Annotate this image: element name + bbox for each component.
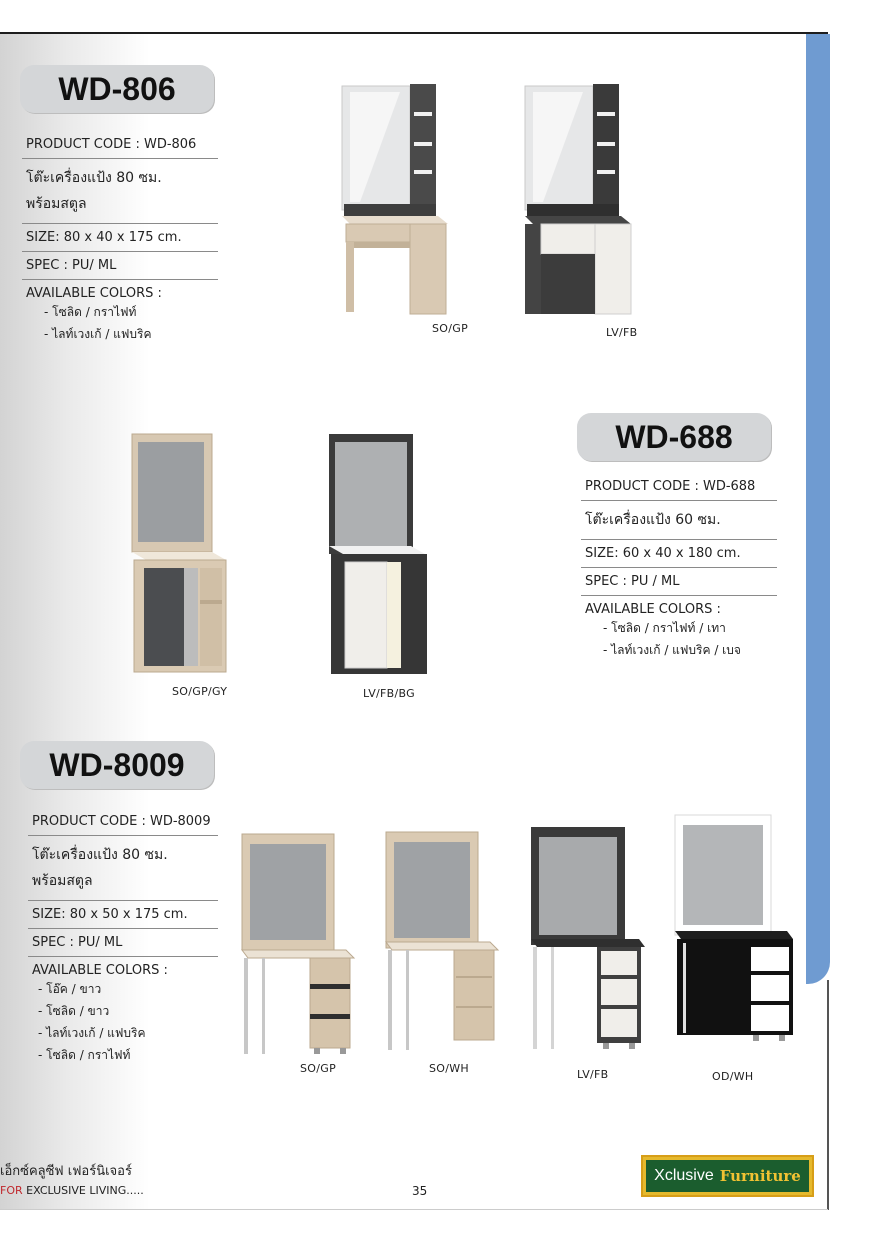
- variant-caption: SO/GP: [432, 322, 469, 335]
- description-line-1: โต๊ะเครื่องแป้ง 80 ซม.: [32, 847, 168, 863]
- model-title-wd-8009: WD-8009: [20, 741, 214, 789]
- spec-block-wd-688: [581, 473, 777, 661]
- brand-logo: [641, 1155, 814, 1197]
- colors-heading: AVAILABLE COLORS :: [32, 963, 168, 978]
- variant-caption: LV/FB/BG: [363, 687, 416, 700]
- color-option: - โซลิด / กราไฟท์: [44, 305, 137, 319]
- colors-heading: AVAILABLE COLORS :: [26, 286, 162, 301]
- product-code: PRODUCT CODE : WD-806: [22, 131, 218, 159]
- colors-heading: AVAILABLE COLORS :: [585, 602, 721, 617]
- logo-text-xclusive: Xclusive: [654, 1167, 714, 1184]
- model-title-wd-806: WD-806: [20, 65, 214, 113]
- accent-strip: [806, 34, 830, 984]
- footer-tag-for: FOR: [0, 1184, 23, 1197]
- variant-caption: SO/WH: [429, 1062, 469, 1075]
- size: SIZE: 80 x 50 x 175 cm.: [28, 901, 218, 929]
- color-option: - ไลท์เวงเก้ / แฟบริค: [44, 327, 152, 341]
- variant-caption: LV/FB: [577, 1068, 609, 1081]
- furniture-image-wd-8009-od-wh: [673, 813, 797, 1055]
- description-line-1: โต๊ะเครื่องแป้ง 80 ซม.: [26, 170, 162, 186]
- available-colors: [28, 957, 218, 1066]
- product-code: PRODUCT CODE : WD-8009: [28, 808, 218, 836]
- variant-caption: SO/GP: [300, 1062, 337, 1075]
- furniture-image-wd-8009-lv-fb: [529, 825, 649, 1055]
- furniture-image-wd-806-so-gp: [340, 82, 452, 318]
- description: [28, 836, 218, 901]
- spec: SPEC : PU/ ML: [22, 252, 218, 280]
- logo-text-furniture: Furniture: [719, 1167, 801, 1185]
- color-option: - โซลิด / ขาว: [38, 1004, 110, 1018]
- page-number: 35: [412, 1184, 428, 1198]
- color-option: - โซลิด / กราไฟท์ / เทา: [603, 621, 726, 635]
- description: [22, 159, 218, 224]
- bottom-rule: [0, 1209, 828, 1210]
- furniture-image-wd-8009-so-wh: [384, 830, 500, 1056]
- description-line-2: พร้อมสตูล: [32, 873, 93, 889]
- color-option: - ไลท์เวงเก้ / แฟบริค / เบจ: [603, 643, 741, 657]
- footer-tag-rest: EXCLUSIVE LIVING.....: [22, 1184, 144, 1197]
- furniture-image-wd-688-lv-fb-bg: [327, 432, 431, 678]
- variant-caption: OD/WH: [712, 1070, 754, 1083]
- furniture-image-wd-8009-so-gp: [240, 832, 356, 1058]
- description: [581, 501, 777, 540]
- size: SIZE: 80 x 40 x 175 cm.: [22, 224, 218, 252]
- product-code: PRODUCT CODE : WD-688: [581, 473, 777, 501]
- spec: SPEC : PU / ML: [581, 568, 777, 596]
- furniture-image-wd-688-so-gp-gy: [130, 432, 230, 676]
- spec: SPEC : PU/ ML: [28, 929, 218, 957]
- available-colors: [581, 596, 777, 661]
- description-line-2: พร้อมสตูล: [26, 196, 87, 212]
- spec-block-wd-806: [22, 131, 218, 345]
- page-edge: [827, 980, 829, 1210]
- size: SIZE: 60 x 40 x 180 cm.: [581, 540, 777, 568]
- color-option: - โอ๊ค / ขาว: [38, 982, 102, 996]
- color-option: - ไลท์เวงเก้ / แฟบริค: [38, 1026, 146, 1040]
- variant-caption: LV/FB: [606, 326, 638, 339]
- color-option: - โซลิด / กราไฟท์: [38, 1048, 131, 1062]
- available-colors: [22, 280, 218, 345]
- footer-tagline: [0, 1184, 144, 1197]
- footer-thai-tagline: เอ็กซ์คลูซีฟ เฟอร์นิเจอร์: [0, 1164, 132, 1179]
- description-line-1: โต๊ะเครื่องแป้ง 60 ซม.: [585, 512, 721, 528]
- furniture-image-wd-806-lv-fb: [523, 82, 635, 318]
- spec-block-wd-8009: [28, 808, 218, 1066]
- model-title-wd-688: WD-688: [577, 413, 771, 461]
- variant-caption: SO/GP/GY: [172, 685, 228, 698]
